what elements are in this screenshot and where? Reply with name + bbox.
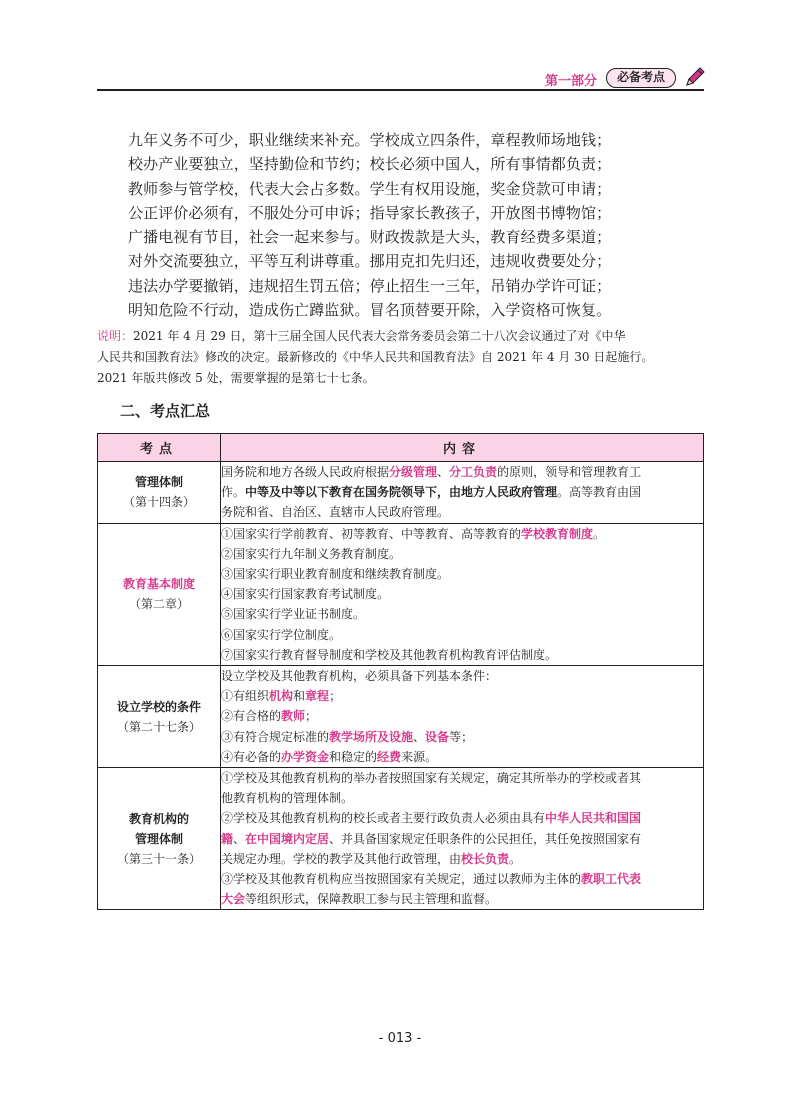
content-line [221, 686, 703, 706]
note-text: 2021 年 4 月 29 日，第十三届全国人民代表大会常务委员会第二十八次会议通过了对《中华 [133, 329, 626, 343]
content-text: 、 [413, 729, 426, 744]
content-line [221, 788, 703, 808]
topic-cell [98, 666, 221, 768]
topic-cell [98, 523, 221, 665]
topic-name: 管理体制 [134, 475, 183, 490]
content-cell [221, 462, 704, 524]
content-line [221, 727, 703, 747]
highlight-term: 校长负责 [461, 851, 510, 866]
content-text: 国务院和地方各级人民政府根据 [221, 465, 390, 479]
highlight-term: 学校教育制度 [521, 526, 594, 541]
highlight-term: 教职工代表 [581, 872, 642, 887]
content-text: 关规定办理。学校的教学及其他行政管理，由 [221, 851, 462, 866]
content-text: ①有组织 [221, 689, 270, 704]
content-cell [221, 666, 704, 768]
note-line: 人民共和国教育法》修改的决定。最新修改的《中华人民共和国教育法》自 2021 年 4 月 30 日起施行。 [97, 350, 654, 364]
note-line: 2021 年版共修改 5 处，需要掌握的是第七十七条。 [97, 371, 375, 385]
highlight-term: 设备 [425, 729, 450, 744]
topic-name: 教育基本制度 [122, 577, 195, 592]
content-text: ④有必备的 [221, 749, 282, 764]
highlight-term: 机构 [269, 689, 294, 704]
content-text: 。 [593, 526, 606, 541]
content-text: 和稳定的 [329, 749, 378, 764]
content-text: 来源。 [401, 749, 438, 764]
page-number: - 013 - [378, 1031, 422, 1046]
highlight-term: 分级管理 [389, 465, 438, 479]
content-line [221, 482, 703, 502]
content-text: ③有符合规定标准的 [221, 729, 330, 744]
content-line [221, 584, 703, 604]
header-content: 内容 [221, 434, 704, 462]
content-text: 、 [233, 831, 246, 846]
content-line [221, 889, 703, 909]
content-line [221, 564, 703, 584]
content-text: 和 [293, 689, 306, 704]
section-label: 第一部分 [544, 74, 597, 89]
content-text: ①学校及其他教育机构的举办者按照国家有关规定，确定其所举办的学校或者其 [221, 771, 642, 786]
verse-line: 教师参与管学校，代表大会占多数。学生有权用设施，奖金贷款可申请； [128, 179, 612, 198]
summary-table [97, 433, 704, 910]
verse-line: 公正评价必须有，不服处分可申诉；指导家长教孩子，开放图书博物馆； [128, 203, 612, 222]
table-row [98, 666, 704, 768]
topic-article: （第十四条） [122, 495, 195, 510]
explanatory-note [97, 326, 704, 389]
content-text: 他教育机构的管理体制。 [221, 791, 354, 806]
content-line [221, 502, 703, 522]
content-text: 的原则，领导和管理教育工 [497, 465, 642, 479]
content-line [221, 666, 703, 686]
table-row [98, 768, 704, 910]
verse-line: 明知危险不行动，造成伤亡蹲监狱。冒名顶替要开除，入学资格可恢复。 [128, 301, 612, 320]
highlight-term: 大会 [221, 892, 246, 907]
highlight-term: 经费 [377, 749, 402, 764]
content-line [221, 849, 703, 869]
topic-cell [98, 768, 221, 910]
highlight-term: 章程 [305, 689, 330, 704]
pencil-icon [684, 66, 706, 88]
content-line [221, 869, 703, 889]
content-line [221, 544, 703, 564]
content-text: 设立学校及其他教育机构，必须具备下列基本条件： [221, 669, 498, 684]
content-text: ②国家实行九年制义务教育制度。 [221, 546, 402, 561]
mnemonic-verses [128, 128, 688, 322]
verse-line: 违法办学要撤销，违规招生罚五倍；停止招生一三年，吊销办学许可证； [128, 276, 612, 295]
content-text: ②有合格的 [221, 709, 282, 724]
content-line [221, 829, 703, 849]
highlight-term: 教师 [281, 709, 306, 724]
content-text: 务院和省、自治区、直辖市人民政府管理。 [221, 505, 450, 520]
content-text: ③学校及其他教育机构应当按照国家有关规定，通过以教师为主体的 [221, 872, 582, 887]
content-line [221, 524, 703, 544]
verse-line: 广播电视有节目，社会一起来参与。财政拨款是大头，教育经费多渠道； [128, 228, 612, 247]
note-label: 说明： [97, 329, 134, 343]
verse-line: 校办产业要独立，坚持勤俭和节约；校长必须中国人，所有事情都负责； [128, 155, 612, 174]
header-rule [97, 89, 704, 91]
content-line [221, 808, 703, 828]
table-row [98, 523, 704, 665]
topic-cell [98, 462, 221, 524]
bold-text: 中等及中等以下教育在国务院领导下，由地方人民政府管理 [245, 485, 558, 500]
content-line [221, 706, 703, 726]
table-header-row [98, 434, 704, 462]
content-text: 、 [437, 465, 450, 479]
topic-name: 教育机构的 [128, 811, 189, 826]
verse-line: 九年义务不可少，职业继续来补充。学校成立四条件，章程教师场地钱； [128, 131, 612, 149]
highlight-term: 中华人民共和国国 [545, 811, 642, 826]
topic-article: （第二十七条） [116, 719, 201, 734]
note-line [97, 326, 704, 347]
content-text: ； [329, 689, 342, 704]
content-text: ⑦国家实行教育督导制度和学校及其他教育机构教育评估制度。 [221, 647, 558, 662]
content-text: ⑤国家实行学业证书制度。 [221, 607, 366, 622]
verse-line: 对外交流要独立，平等互利讲尊重。挪用克扣先归还，违规收费要处分； [128, 252, 612, 271]
highlight-term: 籍 [221, 831, 234, 846]
content-text: 等； [449, 729, 474, 744]
content-text: ②学校及其他教育机构的校长或者主要行政负责人必须由具有 [221, 811, 546, 826]
content-text: 。高等教育由国 [557, 485, 642, 500]
content-line [221, 645, 703, 665]
highlight-term: 在中国境内定居 [245, 831, 330, 846]
must-know-badge: 必备考点 [606, 68, 676, 88]
content-text: 等组织形式，保障教职工参与民主管理和监督。 [245, 892, 498, 907]
content-line [221, 462, 703, 482]
content-text: ④国家实行国家教育考试制度。 [221, 587, 390, 602]
topic-article: （第二章） [128, 597, 189, 612]
highlight-term: 办学资金 [281, 749, 330, 764]
header-topic: 考点 [98, 434, 221, 462]
content-text: ⑥国家实行学位制度。 [221, 627, 342, 642]
content-cell [221, 523, 704, 665]
highlight-term: 分工负责 [449, 465, 498, 479]
content-line [221, 625, 703, 645]
topic-name-line2: 管理体制 [134, 831, 183, 846]
content-cell [221, 768, 704, 910]
highlight-term: 教学场所及设施 [329, 729, 414, 744]
content-line [221, 604, 703, 624]
topic-name: 设立学校的条件 [116, 699, 201, 714]
content-text: ③国家实行职业教育制度和继续教育制度。 [221, 567, 450, 582]
content-text: 。 [509, 851, 522, 866]
section-title: 二、考点汇总 [120, 402, 211, 420]
content-text: 作。 [221, 485, 246, 500]
content-line [221, 768, 703, 788]
topic-article: （第三十一条） [116, 851, 201, 866]
content-line [221, 747, 703, 767]
page-header [0, 0, 800, 100]
table-row [98, 462, 704, 524]
content-text: ①国家实行学前教育、初等教育、中等教育、高等教育的 [221, 526, 522, 541]
content-text: ； [305, 709, 318, 724]
content-text: 、并具备国家规定任职条件的公民担任，其任免按照国家有 [329, 831, 642, 846]
